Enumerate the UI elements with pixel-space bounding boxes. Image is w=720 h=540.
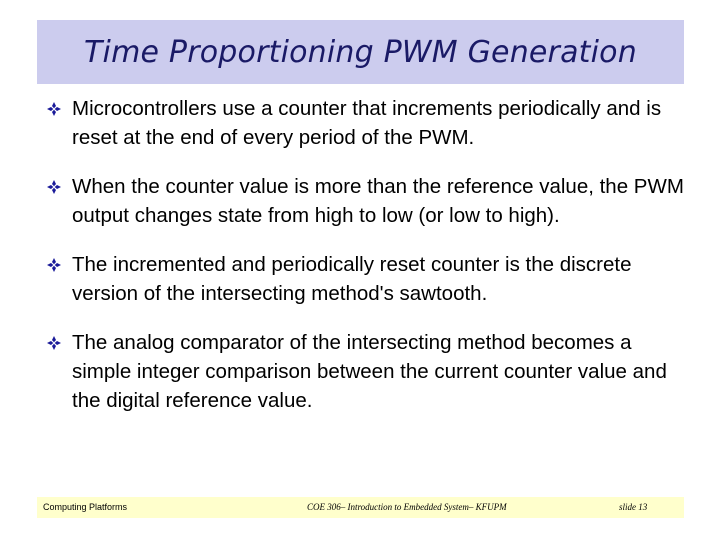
- bullet-list: [44, 94, 684, 435]
- bullet-text: The analog comparator of the intersecting method becomes a simple integer comparison between the current counter value and the digital reference value.: [72, 331, 667, 412]
- footer-course-area: Computing Platforms: [43, 502, 128, 512]
- footer-slide-number: slide 13: [619, 502, 648, 512]
- diamond-bullet-icon: [46, 101, 62, 117]
- footer-bar: [37, 497, 684, 518]
- diamond-bullet-icon: [46, 335, 62, 351]
- bullet-item: [44, 94, 684, 152]
- diamond-bullet-icon: [46, 179, 62, 195]
- bullet-text: When the counter value is more than the reference value, the PWM output changes state from high to low (or low to high).: [72, 175, 684, 227]
- title-band: [37, 20, 684, 84]
- bullet-item: [44, 328, 684, 415]
- bullet-item: [44, 250, 684, 308]
- bullet-text: Microcontrollers use a counter that increments periodically and is reset at the end of every period of the PWM.: [72, 97, 662, 149]
- diamond-bullet-icon: [46, 257, 62, 273]
- slide-title: Time Proportioning PWM Generation: [84, 34, 637, 70]
- footer-course-title: COE 306– Introduction to Embedded System– KFUPM: [307, 502, 507, 512]
- bullet-item: [44, 172, 684, 230]
- bullet-text: The incremented and periodically reset counter is the discrete version of the intersecting method's sawtooth.: [72, 253, 632, 305]
